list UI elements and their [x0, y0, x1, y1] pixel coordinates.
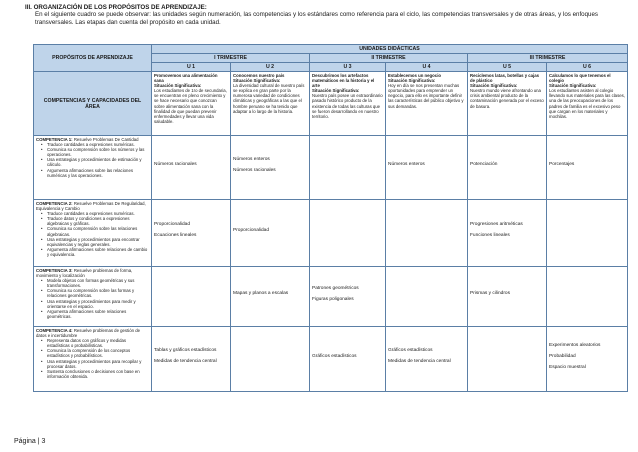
competency-1-unit-1-cell: [152, 136, 231, 200]
unit-5-sit-label: Situación Significativa:: [470, 83, 518, 89]
unit-2-text: La diversidad cultural de nuestro país se explica en gran parte por la numerosa variedad de condiciones climáticas y geográficas a las que el hombre peruano se ha tenido que adaptar a lo largo de la historia.: [233, 83, 305, 114]
competency-2-unit-1-cell: [152, 200, 231, 267]
page-footer: Página | 3: [14, 438, 46, 445]
purposes-table: [33, 44, 628, 392]
competency-3-unit-5-cell: [468, 267, 547, 327]
competency-2-unit-3-cell: [310, 200, 386, 267]
unit-3-header: U 3: [310, 63, 386, 72]
competency-heading: [36, 328, 149, 338]
topic-text: Porcentajes: [549, 162, 575, 167]
capacity-item: • Comunica su comprensión sobre los números y las operaciones.: [41, 147, 149, 157]
unit-3-description: [310, 72, 386, 136]
capacity-item: • Traduce datos y condiciones a expresiones algebraicas y gráficas.: [41, 216, 149, 226]
topic-text: Ecuaciones lineales: [154, 233, 197, 238]
capacity-item: • Usa estrategias y procedimientos para recopilar y procesar datos.: [41, 359, 149, 369]
competency-3-unit-2-cell: [231, 267, 310, 327]
competency-1-unit-5-cell: [468, 136, 547, 200]
competency-1-unit-3-cell: [310, 136, 386, 200]
competency-2-unit-2-cell: [231, 200, 310, 267]
topic-text: Números enteros: [388, 162, 425, 167]
unit-1-text: Los estudiantes de 1ro de secundaria, se encuentran en pleno crecimiento y se hace necesario que conozcan sobre alimentación sana con la finalidad de que puedan prevenir enfermedades y llevar una vida saludable.: [154, 88, 227, 124]
unit-5-header: U 5: [468, 63, 547, 72]
competency-4-cell: [34, 327, 152, 392]
purposes-header: PROPÓSITOS DE APRENDIZAJE: [52, 55, 133, 61]
topic-text: Proporcionalidad: [154, 222, 191, 227]
trimester-1-header: I TRIMESTRE: [152, 54, 310, 63]
competency-heading: [36, 268, 149, 278]
unit-4-header: U 4: [386, 63, 468, 72]
competency-row: [34, 136, 628, 200]
topic-text: Tablas y gráficos estadísticos: [154, 348, 217, 353]
capacity-item: • Comunica su comprensión sobre las formas y relaciones geométricas.: [41, 288, 149, 298]
unit-1-name: Promovemos una alimentación sana: [154, 73, 218, 84]
unit-1-sit-label: Situación Significativa:: [154, 83, 202, 89]
competency-heading: [36, 201, 149, 211]
capacity-item: • Traduce cantidades a expresiones numéricas.: [41, 211, 149, 216]
topic-text: Mapas y planos a escalas: [233, 291, 289, 296]
unit-2-name: Conocemos nuestro país: [233, 73, 285, 78]
capacity-item: • Usa estrategias y procedimientos de estimación y cálculo.: [41, 157, 149, 167]
capacities-list: [36, 211, 149, 257]
capacity-item: • Usa estrategias y procedimientos para medir y orientarse en el espacio.: [41, 299, 149, 309]
capacity-item: • Argumenta afirmaciones sobre las relaciones numéricas y las operaciones.: [41, 168, 149, 178]
unit-6-text: Los estudiantes asisten al colegio llevando sus materiales para las clases, una de las preocupaciones de los padres de familia es el excesivo peso que cargan en los materiales y mochilas.: [549, 88, 625, 119]
capacity-item: • Traduce cantidades a expresiones numéricas.: [41, 142, 149, 147]
topic-text: Potenciación: [470, 162, 498, 167]
capacity-item: • Argumenta afirmaciones sobre relaciones de cambio y equivalencia.: [41, 247, 149, 257]
competency-label: COMPETENCIA 1:: [36, 137, 73, 142]
competency-label: COMPETENCIA 4:: [36, 328, 73, 333]
unit-2-header: U 2: [231, 63, 310, 72]
capacity-item: • Usa estrategias y procedimientos para encontrar equivalencias y reglas generales.: [41, 237, 149, 247]
capacity-item: • Comunica la comprensión de los conceptos estadísticos y probabilísticos.: [41, 348, 149, 358]
competency-3-unit-3-cell: [310, 267, 386, 327]
competency-3-unit-6-cell: [547, 267, 628, 327]
competency-label: COMPETENCIA 3:: [36, 268, 73, 273]
units-header: UNIDADES DIDÁCTICAS: [152, 45, 628, 54]
topic-text: Proporcionalidad: [233, 227, 270, 233]
unit-4-text: Hoy en día se nos presentan muchas oportunidades para emprender un negocio, para ello es importante definir las características del público objetivo y sus demandas.: [388, 83, 464, 109]
competency-title: Resuelve Problemas De Cantidad: [73, 137, 139, 142]
competency-1-unit-4-cell: [386, 136, 468, 200]
competency-title: Resuelve problemas de gestión de datos e incertidumbre: [36, 328, 140, 339]
competency-3-unit-4-cell: [386, 267, 468, 327]
competency-1-unit-2-cell: [231, 136, 310, 200]
competency-4-unit-5-cell: [468, 327, 547, 392]
competency-4-unit-4-cell: [386, 327, 468, 392]
capacity-item: • Argumenta afirmaciones sobre relaciones geométricas.: [41, 309, 149, 319]
competency-row: [34, 200, 628, 267]
topic-text: Progresiones aritméticas: [470, 222, 523, 227]
unit-2-sit-label: Situación Significativa:: [233, 78, 281, 84]
competency-4-unit-2-cell: [231, 327, 310, 392]
unit-2-description: [231, 72, 310, 136]
unit-3-text: Nuestro país posee un extraordinario pasado histórico producto de la existencia de todas las culturas que se fueron desarrollando en nuestro territorio.: [312, 93, 383, 119]
competency-title: Resuelve Problemas De Regularidad, Equivalencia y Cambio: [36, 201, 146, 212]
trimester-2-header: II TRIMESTRE: [310, 54, 468, 63]
topic-text: Gráficos estadísticos: [312, 353, 357, 359]
unit-4-description: [386, 72, 468, 136]
capacity-item: • Modela objetos con formas geométricas y sus transformaciones.: [41, 278, 149, 288]
unit-6-header: U 6: [547, 63, 628, 72]
unit-6-name: Calculamos lo que tenemos el colegio: [549, 73, 611, 84]
topic-text: Probabilidad: [549, 353, 576, 359]
topic-text: Prismas y cilindros: [470, 291, 510, 296]
capacities-list: [36, 278, 149, 319]
trimester-3-header: III TRIMESTRE: [468, 54, 628, 63]
competency-4-unit-3-cell: [310, 327, 386, 392]
capacities-list: [36, 338, 149, 379]
unit-3-name: Descubrimos los artefactos matemáticos en la historia y el arte: [312, 73, 375, 89]
unit-5-text: Nuestro mundo viene afrontando una crisis ambiental producto de la contaminación generada por el exceso de basura.: [470, 88, 544, 109]
unit-4-sit-label: Situación Significativa:: [388, 78, 436, 84]
section-heading: [25, 4, 625, 26]
topic-text: Figuras poligonales: [312, 296, 354, 302]
competency-4-unit-6-cell: [547, 327, 628, 392]
capacity-item: • Representa datos con gráficos y medidas estadísticas o probabilísticas.: [41, 338, 149, 348]
competency-title: Resuelve problemas de forma, movimiento y localización: [36, 268, 133, 279]
unit-6-sit-label: Situación Significativa:: [549, 83, 597, 89]
topic-text: Medidas de tendencia central: [388, 359, 451, 364]
topic-text: Experimentos aleatorios: [549, 342, 601, 348]
topic-text: Números racionales: [154, 162, 197, 167]
topic-text: Gráficos estadísticos: [388, 348, 433, 353]
competency-2-unit-4-cell: [386, 200, 468, 267]
topic-text: Números enteros: [233, 156, 270, 162]
topic-text: Funciones lineales: [470, 233, 510, 238]
section-intro: En el siguiente cuadro se puede observar: las unidades según numeración, las competencias y los estándares como referencia para el ciclo, las competencias transversales y de otras áreas, y los enfoques transversales. Las etapas dan cuenta del propósito en cada unidad.: [35, 11, 599, 26]
competency-1-cell: [34, 136, 152, 200]
topic-text: Espacio muestral: [549, 364, 586, 370]
capacity-item: • Sustenta conclusiones o decisiones con base en información obtenida.: [41, 369, 149, 379]
section-title: III. ORGANIZACIÓN DE LOS PROPÓSITOS DE APRENDIZAJE:: [25, 4, 207, 11]
capacities-list: [36, 142, 149, 178]
competency-2-unit-5-cell: [468, 200, 547, 267]
competency-2-unit-6-cell: [547, 200, 628, 267]
unit-5-name: Reciclemos latas, botellas y cajas de plástico: [470, 73, 540, 84]
unit-5-description: [468, 72, 547, 136]
competency-label: COMPETENCIA 2:: [36, 201, 73, 206]
competency-1-unit-6-cell: [547, 136, 628, 200]
unit-6-description: [547, 72, 628, 136]
purposes-header-cell: [34, 45, 152, 72]
competency-3-unit-1-cell: [152, 267, 231, 327]
competency-row: [34, 267, 628, 327]
competency-4-unit-1-cell: [152, 327, 231, 392]
topic-text: Números racionales: [233, 167, 276, 173]
competency-row: [34, 327, 628, 392]
topic-text: Patrones geométricos: [312, 285, 359, 291]
unit-1-header: U 1: [152, 63, 231, 72]
unit-3-sit-label: Situación Significativa:: [312, 88, 360, 94]
comp-area-header: COMPETENCIAS Y CAPACIDADES DEL ÁREA: [34, 72, 152, 136]
competency-3-cell: [34, 267, 152, 327]
unit-1-description: [152, 72, 231, 136]
topic-text: Medidas de tendencia central: [154, 359, 217, 364]
competency-2-cell: [34, 200, 152, 267]
capacity-item: • Comunica su comprensión sobre las relaciones algebraicas.: [41, 226, 149, 236]
unit-4-name: Establecemos un negocio: [388, 73, 442, 78]
